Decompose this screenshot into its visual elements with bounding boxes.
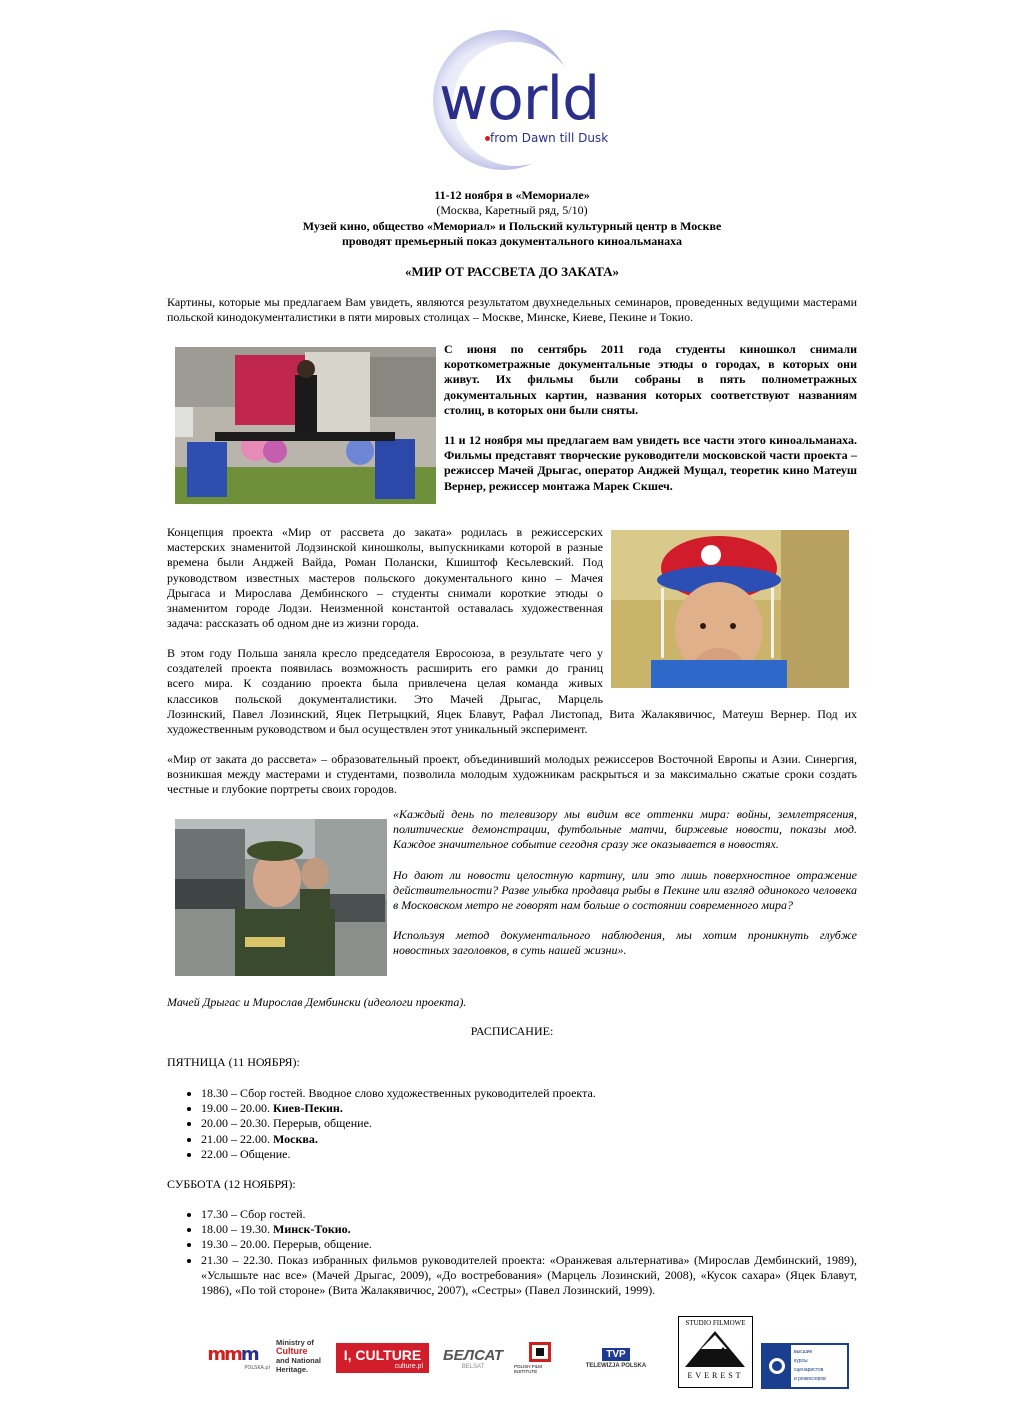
quote-signature: Мачей Дрыгас и Мирослав Дембински (идеологи проекта). [167,995,467,1009]
tvp-sub: TELEWIZJA POLSKA [585,1362,647,1369]
concept-paragraph: Концепция проекта «Мир от рассвета до заката» родилась в режиссерских мастерских знаменитой Лодзинской киношколы, выпускниками которой в разные времена были Анджей Вайда, Роман Полански, Кшиштоф Кесьлевский. Под руководством известных мастеров польского документального кино – Мачея Дрыгаса и Мирослава Дембинского – студенты снимали короткие этюды о знаменитом городе Лодзи. Неизменной константой оставалась художественная задача: рассказать об одном дне из жизни города. [167,525,603,631]
vks-emblem-icon [763,1345,791,1387]
logo-tagline: from Dawn till Dusk [490,131,609,145]
iculture-sub: culture.pl [394,1362,423,1370]
ministry-line-1: Ministry of [276,1338,314,1347]
ministry-line-4: Heritage. [276,1365,309,1374]
belsat-label: БЕЛСАТ [442,1346,504,1364]
list-item: • 20.00 – 20.30. Перерыв, общение. [201,1116,857,1131]
ministry-logo [276,1338,334,1378]
polska-graphic: mmm [207,1343,258,1365]
saturday-list [167,1207,857,1298]
everest-logo [678,1316,753,1388]
photo-cadets [175,819,387,976]
quote-paragraph-1: «Каждый день по телевизору мы видим все оттенки мира: войны, землетрясения, политические демонстрации, футбольные матчи, биржевые новости, показы мод. Каждое значительное событие сегодня сразу же оказывается в новостях. [393,807,857,852]
ministry-line-3: and National [276,1356,322,1365]
logo-tagline-row [485,131,608,145]
event-header [160,188,864,250]
list-item: • 17.30 – Сбор гостей. [201,1207,857,1222]
eu-rest: Лозинский, Павел Лозинский, Яцек Петрыцкий, Яцек Блавут, Рафал Листопад, Вита Жалакявичюс, Матеуш Вернер. Под их художественным руководством и был осуществлен этот уникальный эксперимент. [167,706,857,737]
vks-text: высшие курсы сценаристов и режиссеров [794,1349,826,1382]
world-logo [395,28,635,178]
list-item: • 19.00 – 20.00. Киев-Пекин. [201,1101,857,1116]
polska-label: POLSKA.pl [244,1364,270,1371]
list-item: • 22.00 – Общение. [201,1147,857,1162]
eu-line-3: всего мира. К созданию проекта была привлечена целая команда живых [167,676,603,691]
everest-bottom: EVEREST [687,1371,744,1380]
list-item: • 18.00 – 19.30. Минск-Токио. [201,1222,857,1237]
education-paragraph: «Мир от заката до рассвета» – образовательный проект, объединивший молодых режиссеров Восточной Европы и Азии. Синергия, возникшая между мастерами и студентами, позволила молодым художникам раскрыться и за максимально сжатые сроки создать честные и глубокие портреты своих городов. [167,752,857,797]
tvp-logo [578,1340,654,1376]
vks-logo [761,1343,849,1389]
pfi-label: POLISH FILM INSTITUTE [514,1364,543,1374]
intro-paragraph: Картины, которые мы предлагаем Вам увидеть, являются результатом двухнедельных семинаров, проведенных ведущими мастерами польской кинодокументалистики в пяти мировых столицах – Москве, Минске, Киеве, Пекине и Токио. [167,295,857,325]
event-dates: 11-12 ноября в «Мемориале» [434,188,590,202]
bold-paragraph-2: 11 и 12 ноября мы предлагаем вам увидеть все части этого киноальманаха. Фильмы представят творческие руководители московской части проекта – режиссер Мачей Дрыгас, оператор Анджей Мущал, теоретик кино Матеуш Вернер, режиссер монтажа Марек Скшеч. [444,433,857,493]
list-item: • 21.30 – 22.30. Показ избранных фильмов руководителей проекта: «Оранжевая альтернатива» (Мирослав Дембинский, 1989), «Услышьте нас все» (Мачей Дрыгас, 2009), «До востребования» (Марцель Лозинский, 2008), «Кусок сахара» (Яцек Блавут, 1986), «По той стороне» (Вита Жалакявичюс, 2007), «Сестры» (Павел Лозинский, 1999). [201,1253,857,1299]
saturday-title: СУББОТА (12 НОЯБРЯ): [167,1177,296,1191]
quote-block [393,807,857,959]
schedule-heading: РАСПИСАНИЕ: [470,1024,554,1038]
quote-paragraph-3: Используя метод документального наблюдения, мы хотим проникнуть глубже новостных заголовков, в суть нашей жизни». [393,928,857,958]
event-description: проводят премьерный показ документального киноальманаха [341,234,683,249]
eu-line-4: классиков польской документалистики. Это Мачей Дрыгас, Марцель [167,691,603,706]
quote-paragraph-2: Но дают ли новости целостную картину, или это лишь поверхностное отражение действительности? Разве улыбка продавца рыбы в Пекине или взгляд одинокого человека в Московском метро не говорят нам больше о состоянии современного мира? [393,867,857,913]
belsat-sub: BELSAT [461,1363,485,1370]
eu-line-2: создателей проекта появилась возможность расширить его рамки до границ [167,661,603,676]
event-address: (Москва, Каретный ряд, 5/10) [436,203,588,218]
bold-paragraph-1: С июня по сентябрь 2011 года студенты киношкол снимали короткометражные документальные этюды о городах, в которых они живут. Их фильмы были собраны в пять полнометражных документальных картин, названия которых соответствуют названиям столиц, в которых они были сняты. [444,342,857,417]
tvp-label: TVP [602,1348,629,1361]
page-title: «МИР ОТ РАССВЕТА ДО ЗАКАТА» [404,264,620,279]
belsat-logo [436,1342,510,1374]
logo-word: world [439,64,600,134]
list-item: • 19.30 – 20.00. Перерыв, общение. [201,1237,857,1252]
list-item: • 18.30 – Сбор гостей. Вводное слово художественных руководителей проекта. [201,1086,857,1101]
photo-gymnast [175,347,436,504]
film-frame-icon [529,1342,551,1362]
ministry-line-2: Culture [276,1346,308,1356]
bold-column [444,342,857,494]
mountain-icon [679,1327,752,1371]
list-item: • 21.00 – 22.00. Москва. [201,1132,857,1147]
event-organizers: Музей кино, общество «Мемориал» и Польский культурный центр в Москве [302,218,722,233]
everest-top: STUDIO FILMOWE [685,1319,746,1327]
polska-logo [195,1340,270,1374]
friday-list [167,1086,857,1162]
eu-line-1: В этом году Польша заняла кресло председателя Евросоюза, в результате чего у [167,646,603,660]
eu-paragraph [167,646,857,737]
pfi-logo [514,1340,566,1376]
friday-title: ПЯТНИЦА (11 НОЯБРЯ): [167,1055,300,1069]
iculture-label: I, CULTURE [343,1346,422,1363]
iculture-logo [336,1343,429,1373]
